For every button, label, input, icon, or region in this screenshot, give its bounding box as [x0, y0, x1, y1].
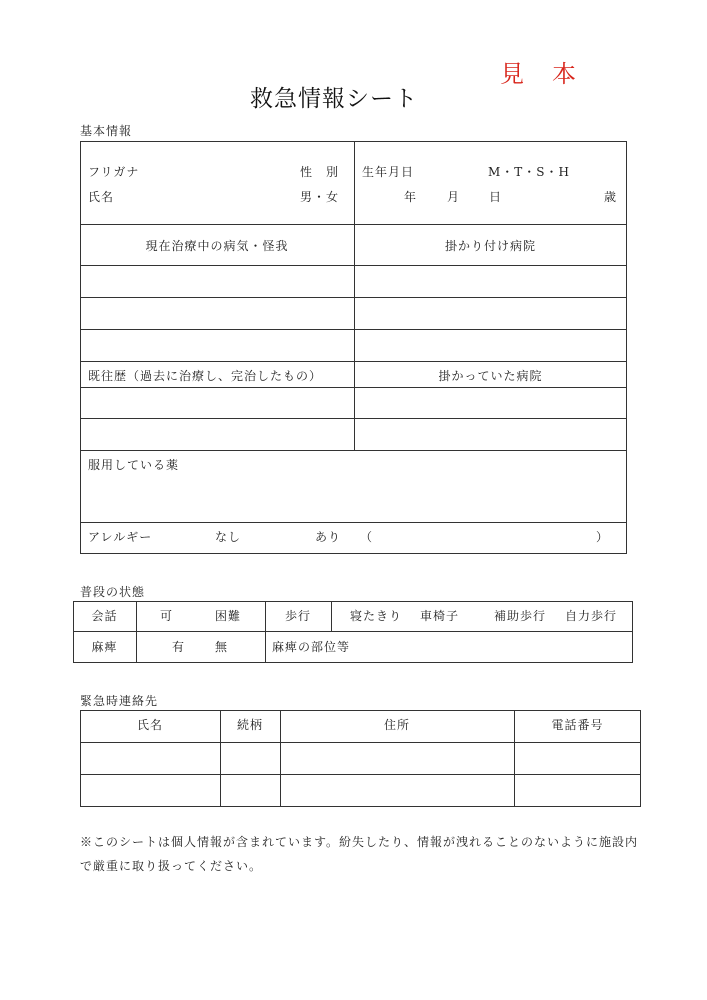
daily-row-2-frame	[73, 631, 633, 663]
past-hospital-label: 掛かっていた病院	[438, 369, 543, 383]
paralysis-no-option[interactable]: 無	[215, 640, 229, 654]
row-divider-6	[80, 387, 627, 388]
privacy-note: ※このシートは個人情報が含まれています。紛失したり、情報が洩れることのないように施設内で厳重に取り扱ってください。	[80, 835, 639, 873]
column-header-relationship: 続柄	[236, 718, 263, 732]
row-divider-7	[80, 418, 627, 419]
walking-option-wheelchair[interactable]: 車椅子	[420, 609, 460, 623]
walking-option-bedridden[interactable]: 寝たきり	[350, 609, 403, 623]
row-divider-5	[80, 361, 627, 362]
conversation-label: 会話	[91, 609, 118, 623]
allergy-none-option[interactable]: なし	[215, 530, 242, 544]
era-options[interactable]: M・T・S・H	[488, 165, 570, 179]
day-label: 日	[489, 190, 503, 204]
column-header-name: 氏名	[136, 718, 163, 732]
row-divider-4	[80, 329, 627, 330]
row-divider-3	[80, 297, 627, 298]
column-header-phone: 電話番号	[551, 718, 604, 732]
medication-label: 服用している薬	[88, 458, 180, 472]
row-divider-9	[80, 522, 627, 523]
allergy-paren-close: ）	[596, 530, 610, 544]
sample-stamp: 見 本	[500, 60, 578, 88]
row-divider-8	[80, 450, 627, 451]
allergy-label: アレルギー	[88, 530, 153, 544]
walking-option-independent[interactable]: 自力歩行	[565, 609, 618, 623]
section-label-daily: 普段の状態	[80, 585, 146, 599]
allergy-paren-open: （	[360, 530, 374, 544]
current-illness-label: 現在治療中の病気・怪我	[145, 239, 289, 253]
conversation-possible-option[interactable]: 可	[160, 609, 174, 623]
sex-label: 性 別	[300, 165, 340, 179]
page-title: 救急情報シート	[250, 86, 418, 112]
paralysis-yes-option[interactable]: 有	[172, 640, 186, 654]
past-history-label: 既往歴（過去に治療し、完治したもの）	[88, 369, 323, 383]
basic-center-divider	[354, 141, 355, 450]
emergency-row-divider-2	[80, 774, 641, 775]
furigana-label: フリガナ	[88, 165, 140, 179]
month-label: 月	[447, 190, 461, 204]
paralysis-area-label: 麻痺の部位等	[272, 640, 351, 654]
section-label-basic: 基本情報	[80, 124, 133, 138]
daily-divider-1	[136, 601, 137, 663]
age-label: 歳	[604, 190, 618, 204]
row-divider-2	[80, 265, 627, 266]
column-header-address: 住所	[383, 718, 410, 732]
section-label-emergency: 緊急時連絡先	[80, 694, 159, 708]
sex-options[interactable]: 男・女	[300, 190, 340, 204]
walking-option-assisted[interactable]: 補助歩行	[494, 609, 547, 623]
conversation-difficult-option[interactable]: 困難	[215, 609, 242, 623]
emergency-row-divider-1	[80, 742, 641, 743]
walking-label: 歩行	[284, 609, 311, 623]
allergy-yes-option[interactable]: あり	[315, 530, 342, 544]
paralysis-label: 麻痺	[91, 640, 118, 654]
birth-date-label: 生年月日	[362, 165, 415, 179]
name-label: 氏名	[88, 190, 115, 204]
year-label: 年	[404, 190, 418, 204]
current-hospital-label: 掛かり付け病院	[444, 239, 536, 253]
daily-divider-3	[331, 601, 332, 632]
row-divider-1	[80, 224, 627, 225]
